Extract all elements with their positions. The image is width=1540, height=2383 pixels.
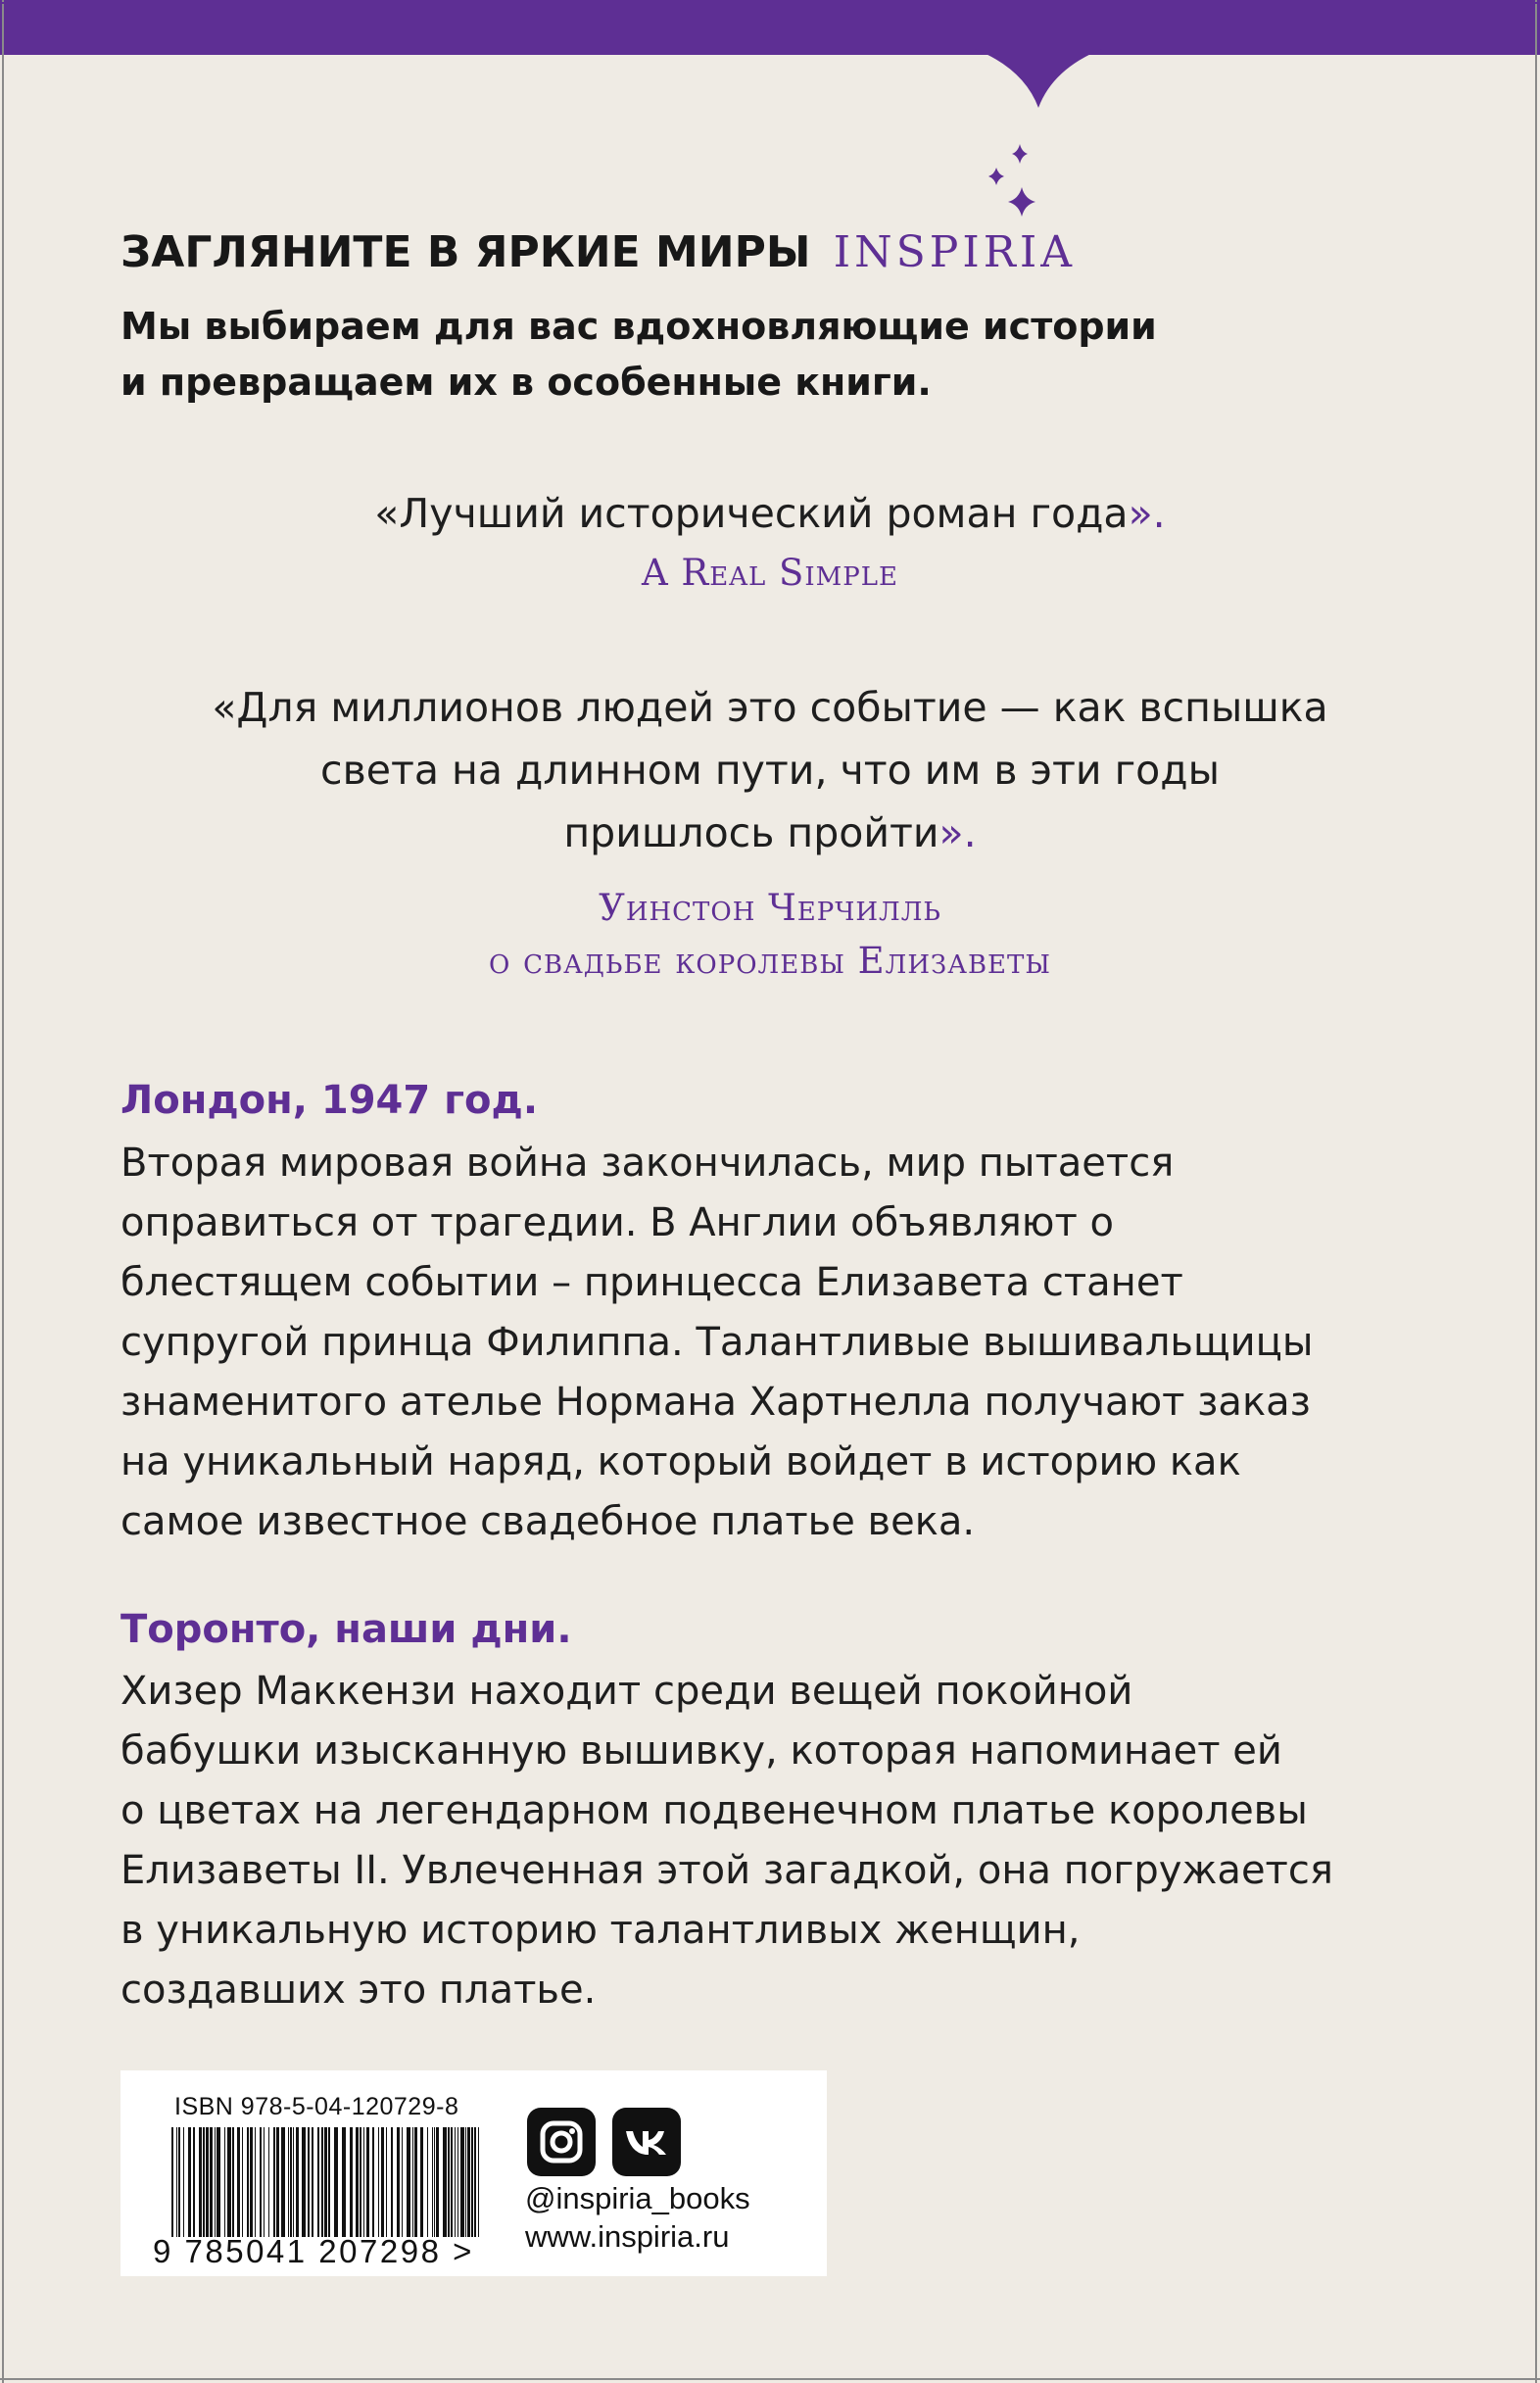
body-line: Вторая мировая война закончилась, мир пытается <box>120 1141 1175 1186</box>
body-line: бабушки изысканную вышивку, которая напоминает ей <box>120 1728 1282 1774</box>
series-intro <box>120 299 1414 411</box>
brand-name: INSPIRIA <box>833 227 1077 277</box>
intro-line: и превращаем их в особенные книги. <box>120 361 932 404</box>
body-line: о цветах на легендарном подвенечном платье королевы <box>120 1788 1308 1833</box>
source-line: A Real Simple <box>641 552 899 594</box>
website-url: www.inspiria.ru <box>525 2219 730 2254</box>
bookmark-notch-decoration <box>975 49 1102 108</box>
section-body <box>120 1662 1423 2020</box>
body-line: блестящем событии – принцесса Елизавета станет <box>120 1260 1183 1305</box>
body-line: Хизер Маккензи находит среди вещей покойной <box>120 1669 1133 1714</box>
quote-line <box>0 802 1540 864</box>
body-line: супругой принца Филиппа. Талантливые вышивальщицы <box>120 1320 1314 1365</box>
quote-closing-mark: ». <box>938 809 977 856</box>
series-headline <box>120 227 1394 277</box>
section-heading: Торонто, наши дни. <box>120 1607 572 1652</box>
quote-line <box>0 482 1540 545</box>
trim-line-right <box>1535 0 1537 2383</box>
trim-line-bottom <box>0 2378 1540 2380</box>
review-quote <box>0 482 1540 545</box>
top-color-band <box>0 0 1540 55</box>
isbn-info-box <box>120 2070 827 2276</box>
quote-source <box>0 882 1540 988</box>
barcode <box>171 2127 485 2237</box>
vk-icon[interactable] <box>612 2108 681 2176</box>
quote-text: пришлось пройти <box>563 809 939 856</box>
body-line: оправиться от трагедии. В Англии объявляют о <box>120 1200 1114 1245</box>
review-quote <box>0 676 1540 864</box>
source-line: о свадьбе королевы Елизаветы <box>489 940 1051 982</box>
social-handle: @inspiria_books <box>525 2181 750 2215</box>
trim-line-top <box>0 2 1540 4</box>
source-line: Уинстон Черчилль <box>599 887 941 929</box>
body-line: знаменитого ателье Нормана Хартнелла получают заказ <box>120 1380 1311 1425</box>
instagram-icon[interactable] <box>527 2108 596 2176</box>
section-heading: Лондон, 1947 год. <box>120 1078 539 1123</box>
barcode-digits: 9 785041 207298 > <box>153 2233 474 2269</box>
quote-line: «Для миллионов людей это событие — как вспышка <box>212 684 1328 731</box>
quote-line: света на длинном пути, что им в эти годы <box>320 747 1220 794</box>
quote-closing-mark: ». <box>1128 490 1166 537</box>
body-line: создавших это платье. <box>120 1968 597 2013</box>
body-line: в уникальную историю талантливых женщин, <box>120 1908 1081 1953</box>
body-line: на уникальный наряд, который войдет в историю как <box>120 1439 1241 1484</box>
section-body <box>120 1134 1423 1552</box>
trim-line-left <box>2 0 4 2383</box>
headline-text: ЗАГЛЯНИТЕ В ЯРКИЕ МИРЫ <box>120 227 811 277</box>
intro-line: Мы выбираем для вас вдохновляющие истории <box>120 305 1157 348</box>
body-line: Елизаветы II. Увлеченная этой загадкой, она погружается <box>120 1848 1333 1893</box>
isbn-label: ISBN 978-5-04-120729-8 <box>174 2093 459 2120</box>
sparkles-icon <box>983 142 1047 226</box>
body-line: самое известное свадебное платье века. <box>120 1499 976 1544</box>
quote-text: «Лучший исторический роман года <box>374 490 1129 537</box>
quote-source <box>0 547 1540 600</box>
